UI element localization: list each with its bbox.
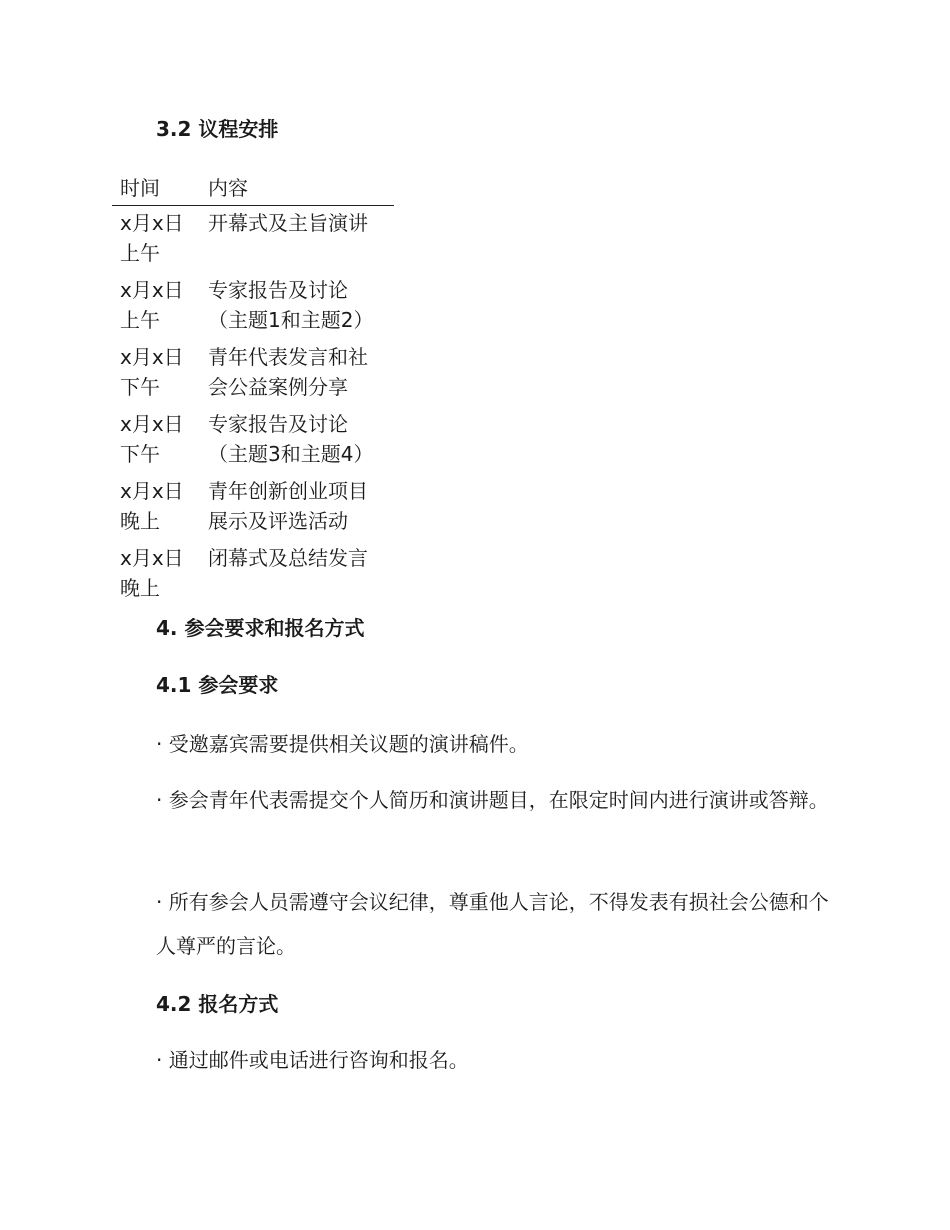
agenda-content: 开幕式及主旨演讲 [208,211,368,235]
agenda-header-content: 内容 [200,171,394,206]
agenda-header-row [112,171,394,206]
agenda-time: x月x日上午 [120,278,184,332]
registration-text: · 通过邮件或电话进行咨询和报名。 [156,1048,469,1072]
requirement-text: · 参会青年代表需提交个人简历和演讲题目，在限定时间内进行演讲或答辩。 [156,788,829,812]
table-row [112,407,394,474]
agenda-time: x月x日下午 [120,412,184,466]
agenda-time: x月x日上午 [120,211,184,265]
table-row [112,273,394,340]
section-4-heading: 4. 参会要求和报名方式 [156,616,365,640]
requirement-paragraph [112,880,832,968]
requirement-paragraph [112,722,832,766]
registration-paragraph [112,1038,832,1082]
requirement-text: · 所有参会人员需遵守会议纪律，尊重他人言论，不得发表有损社会公德和个人尊严的言论。 [156,890,829,958]
agenda-content: 专家报告及讨论（主题3和主题4） [208,412,374,466]
agenda-time: x月x日晚上 [120,546,184,600]
agenda-content: 闭幕式及总结发言 [208,546,368,570]
table-row [112,206,394,274]
requirement-paragraph [112,778,832,822]
agenda-content: 青年创新创业项目展示及评选活动 [208,479,368,533]
agenda-time: x月x日晚上 [120,479,184,533]
table-row [112,474,394,541]
agenda-time: x月x日下午 [120,345,184,399]
agenda-table [112,171,394,608]
requirement-text: · 受邀嘉宾需要提供相关议题的演讲稿件。 [156,732,529,756]
agenda-content: 专家报告及讨论（主题1和主题2） [208,278,374,332]
section-4-1-heading: 4.1 参会要求 [156,673,279,697]
table-row [112,340,394,407]
agenda-content: 青年代表发言和社会公益案例分享 [208,345,368,399]
section-4-2-heading: 4.2 报名方式 [156,992,279,1016]
table-row [112,541,394,608]
section-3-2-heading: 3.2 议程安排 [156,117,279,141]
agenda-header-time: 时间 [112,171,200,206]
